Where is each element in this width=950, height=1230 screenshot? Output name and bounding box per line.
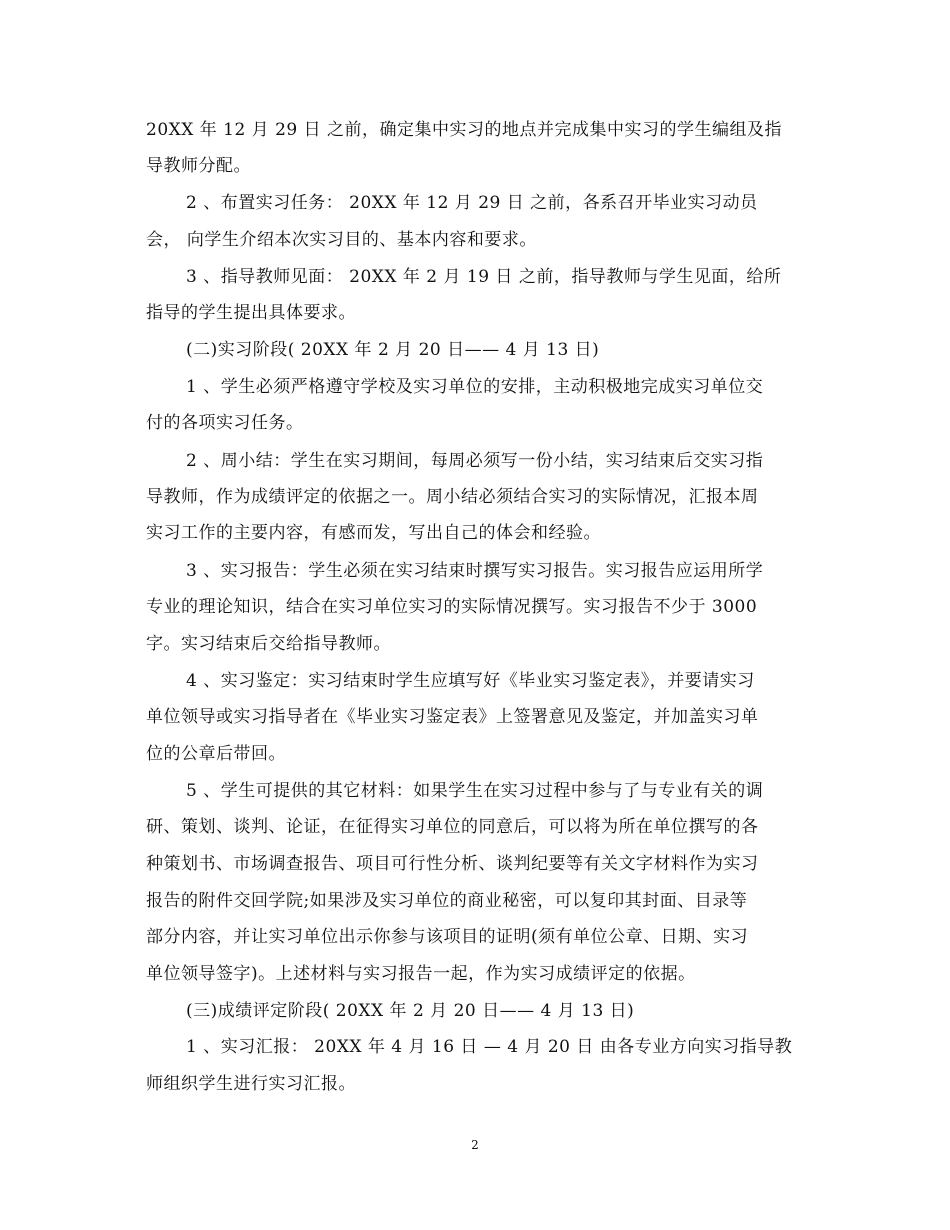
text-line: 种策划书、市场调查报告、项目可行性分析、谈判纪要等有关文字材料作为实习 [146,854,759,874]
text-line: 1 、实习汇报： 20XX 年 4 月 16 日 — 4 月 20 日 由各专业方向实习指导教 [186,1037,793,1057]
text-line: 师组织学生进行实习汇报。 [146,1074,356,1094]
text-line: 会， 向学生介绍本次实习目的、基本内容和要求。 [146,230,537,250]
text-line: 导教师分配。 [146,156,251,176]
section-heading: (二)实习阶段( 20XX 年 2 月 20 日—— 4 月 13 日) [186,340,600,360]
text-line: 实习工作的主要内容，有感而发，写出自己的体会和经验。 [146,523,601,543]
text-line: 2 、周小结：学生在实习期间，每周必须写一份小结，实习结束后交实习指 [186,451,764,471]
text-line: 报告的附件交回学院;如果涉及实习单位的商业秘密，可以复印其封面、目录等 [146,891,748,911]
text-line: 研、策划、谈判、论证，在征得实习单位的同意后，可以将为所在单位撰写的各 [146,817,759,837]
text-line: 付的各项实习任务。 [146,413,304,433]
text-line: 20XX 年 12 月 29 日 之前，确定集中实习的地点并完成集中实习的学生编组及指 [146,120,783,140]
text-line: 1 、学生必须严格遵守学校及实习单位的安排，主动积极地完成实习单位交 [186,377,764,397]
text-line: 部分内容，并让实习单位出示你参与该项目的证明(须有单位公章、日期、实习 [146,927,749,947]
text-line: 3 、指导教师见面： 20XX 年 2 月 19 日 之前，指导教师与学生见面，给所 [186,267,782,287]
text-line: 2 、布置实习任务： 20XX 年 12 月 29 日 之前，各系召开毕业实习动员 [186,193,758,213]
text-line: 专业的理论知识，结合在实习单位实习的实际情况撰写。实习报告不少于 3000 [146,597,758,617]
section-heading: (三)成绩评定阶段( 20XX 年 2 月 20 日—— 4 月 13 日) [186,1001,635,1021]
text-line: 指导的学生提出具体要求。 [146,303,356,323]
text-line: 单位领导签字)。上述材料与实习报告一起，作为实习成绩评定的依据。 [146,964,696,984]
text-line: 单位领导或实习指导者在《毕业实习鉴定表》上签署意见及鉴定，并加盖实习单 [146,707,759,727]
text-line: 3 、实习报告：学生必须在实习结束时撰写实习报告。实习报告应运用所学 [186,561,764,581]
text-line: 导教师，作为成绩评定的依据之一。周小结必须结合实习的实际情况，汇报本周 [146,487,759,507]
text-line: 5 、学生可提供的其它材料：如果学生在实习过程中参与了与专业有关的调 [186,781,764,801]
text-line: 位的公章后带回。 [146,744,286,764]
text-line: 4 、实习鉴定：实习结束时学生应填写好《毕业实习鉴定表》，并要请实习 [186,671,755,691]
text-line: 字。实习结束后交给指导教师。 [146,634,391,654]
page-number: 2 [471,1138,479,1152]
